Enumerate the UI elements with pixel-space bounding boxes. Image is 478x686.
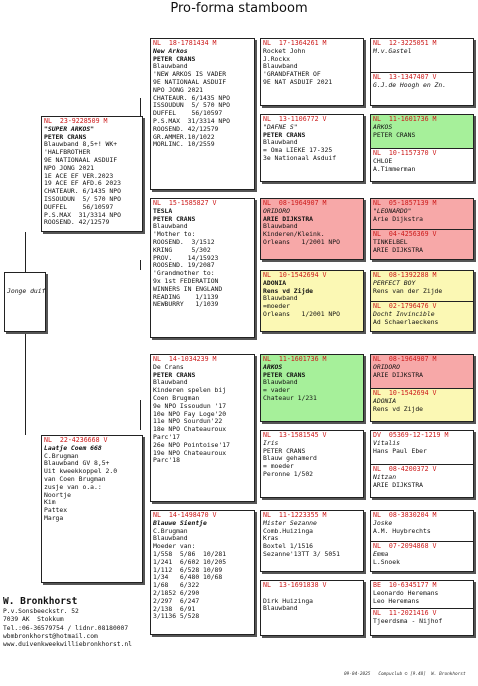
ring-number: NL 13-1347407 V [373, 73, 437, 81]
pedigree-line: Rocket John [263, 46, 306, 55]
great-grandparent-pair-box[interactable] [370, 580, 474, 636]
ring-number: NL 10-1157370 V [373, 149, 437, 157]
pedigree-line: Kim [44, 498, 56, 507]
pedigree-line: Emma [373, 549, 389, 558]
pedigree-line: Comb.Huizinga [263, 526, 314, 535]
great-grandparent-pair-box[interactable] [370, 114, 474, 182]
ring-number: NL 13-1581545 V [263, 431, 327, 439]
pedigree-line: 11e NPO Sourdun'22 [153, 417, 223, 426]
pedigree-line: Nitzan [373, 472, 397, 481]
pedigree-line: 1/34 6/480 10/68 [153, 573, 223, 582]
ring-number: NL 11-1601736 M [263, 355, 327, 363]
pedigree-line: Sezanne'13TT 3/ 5051 [263, 549, 340, 558]
pedigree-line: Mister Sezanne [263, 518, 317, 527]
ring-number: NL 13-1691838 V [263, 581, 327, 589]
pedigree-line: 19 ACE EF AFD.6 2023 [44, 179, 121, 188]
pedigree-line: 1/112 6/528 10/89 [153, 565, 223, 574]
pedigree-line: =moeder [263, 302, 290, 311]
pedigree-line: Leo Heremans [373, 596, 420, 605]
pedigree-line: MORLINC. 10/2559 [153, 140, 215, 149]
ring-number: NL 04-4256369 V [373, 230, 437, 238]
pedigree-line: Iris [263, 438, 279, 447]
dam-dam-sire-box[interactable] [260, 510, 364, 572]
pedigree-line: DUFFEL 56/10597 [44, 202, 114, 211]
pedigree-line: 3e Nationaal Asduif [263, 153, 337, 162]
pedigree-line: 'Mother to: [153, 230, 196, 239]
pedigree-line: 9E NATIONAAL ASDUIF [44, 155, 118, 164]
ring-number: NL 10-1542694 V [373, 389, 437, 397]
pedigree-line: Blauwband [263, 222, 298, 231]
pedigree-line: TINKELBEL [373, 237, 408, 246]
cock-entry[interactable] [371, 511, 473, 541]
ring-number: NL 08-4200372 V [373, 465, 437, 473]
ring-number: NL 10-1542694 V [263, 271, 327, 279]
pedigree-line: Ad Schaerlaeckens [373, 317, 439, 326]
pedigree-line: De Crans [153, 362, 184, 371]
connector [25, 232, 26, 272]
pedigree-line: PETER CRANS [373, 130, 416, 139]
pedigree-line: zusje van o.a.: [44, 482, 102, 491]
pedigree-line: 18e NPO Chateauroux [153, 425, 227, 434]
pedigree-line: ARKOS [373, 122, 393, 131]
pedigree-line: READING 1/1139 [153, 292, 219, 301]
sire-sire-dam-box[interactable] [260, 114, 364, 182]
pedigree-line: ARKOS [263, 362, 283, 371]
ring-number: NL 14-1034239 M [153, 355, 217, 363]
ring-number: NL 08-1964907 M [373, 355, 437, 363]
dam-dam-dam-box[interactable] [260, 580, 364, 636]
pedigree-line: WINNERS IN ENGLAND [153, 284, 223, 293]
pedigree-line: Docht Invincible [373, 309, 435, 318]
great-grandparent-pair-box[interactable] [370, 198, 474, 260]
pedigree-line: NPO JONG 2021 [44, 163, 95, 172]
owner-website: www.duivenkweekwilliebronkhorst.nl [3, 641, 132, 649]
ring-number: NL 08-1964907 M [263, 199, 327, 207]
pedigree-line: ISSOUDUN 5/ 570 NPO [44, 194, 121, 203]
pedigree-line: "DAFNE S" [263, 122, 298, 131]
cock-entry[interactable] [371, 199, 473, 229]
pedigree-line: Blauwband [153, 378, 188, 387]
dam-sire-box[interactable] [150, 354, 255, 502]
pedigree-line: NEWBURRY 1/1039 [153, 300, 219, 309]
pedigree-line: Rens van der Zijde [373, 286, 443, 295]
pedigree-line: 9e NPO Issoudun '17 [153, 401, 227, 410]
owner-email: wbmbronkhorst@hotmail.com [3, 632, 98, 640]
connector [25, 332, 26, 435]
ring-number: NL 22-4236668 V [44, 436, 108, 444]
dam-dam-box[interactable] [150, 510, 255, 635]
pedigree-line: 19e NPO Chateauroux [153, 448, 227, 457]
pedigree-line: Blauwband [263, 294, 298, 303]
great-grandparent-pair-box[interactable] [370, 430, 474, 498]
pedigree-line: PETER CRANS [263, 130, 306, 139]
dam-box[interactable] [41, 435, 143, 583]
pedigree-line: Rens vd Zijde [263, 286, 314, 295]
pedigree-line: PETER CRANS [153, 54, 196, 63]
hen-entry[interactable] [371, 148, 473, 181]
pedigree-line: ROOSEND. 42/12579 [44, 218, 110, 227]
ring-number: NL 07-2094868 V [373, 542, 437, 550]
pedigree-line: Joske [373, 518, 393, 527]
pedigree-line: PETER CRANS [263, 370, 306, 379]
pedigree-line: ORIDORO [373, 362, 400, 371]
pedigree-line: Chateaur 1/231 [263, 393, 317, 402]
hen-entry[interactable] [371, 541, 473, 571]
pedigree-line: ORIDORO [263, 206, 290, 215]
pedigree-line: 'Grandmother to: [153, 269, 215, 278]
pedigree-line: PETER CRANS [263, 446, 306, 455]
pedigree-line: A.M. Huybrechts [373, 526, 431, 535]
pedigree-line: "LEONARDO" [373, 206, 412, 215]
pedigree-line: PETER CRANS [44, 132, 87, 141]
pedigree-line: Blauwband 8,5+! WK+ [44, 140, 118, 149]
pedigree-line: Vitalis [373, 438, 400, 447]
pedigree-line: Blauwband [153, 222, 188, 231]
pedigree-line: J.Rockx [263, 54, 290, 63]
owner-name: W. Bronkhorst [3, 596, 78, 607]
dam-sire-sire-box[interactable] [260, 354, 364, 422]
pedigree-line: ARIE DIJKSTRA [373, 245, 424, 254]
pedigree-line: 1/558 5/86 10/281 [153, 549, 227, 558]
pedigree-line: 2/138 6/91 [153, 604, 196, 613]
cock-entry[interactable] [371, 431, 473, 464]
pedigree-line: Blauwband [263, 138, 298, 147]
pedigree-line: Marga [44, 513, 64, 522]
hen-entry[interactable] [371, 72, 473, 105]
owner-city: 7039 AK Stokkum [3, 616, 64, 624]
pedigree-line: 'GRANDFATHER OF [263, 70, 321, 79]
pedigree-line: 'NEW ARKOS IS VADER [153, 70, 227, 79]
great-grandparent-pair-box[interactable] [370, 38, 474, 106]
pedigree-line: 9E NATIONAAL ASDUIF [153, 77, 227, 86]
pedigree-line: Moeder van: [153, 542, 196, 551]
sire-dam-box[interactable] [150, 198, 255, 338]
pedigree-line: 'HALFBROTHER [44, 148, 91, 157]
pedigree-line: Blauwband GV 8,5+ [44, 459, 110, 468]
pedigree-line: 1E ACE EF VER.2023 [44, 171, 114, 180]
cock-entry[interactable] [371, 115, 473, 148]
pedigree-line: Kinderen spelen bij [153, 386, 227, 395]
pedigree-line: New Arkos [153, 46, 188, 55]
connector [140, 260, 141, 270]
pedigree-line: 10e NPO Fay Loge'20 [153, 409, 227, 418]
pedigree-line: KRING 5/302 [153, 245, 211, 254]
pedigree-line: 2/1852 6/290 [153, 588, 200, 597]
ring-number: NL 18-1781434 M [153, 39, 217, 47]
pedigree-line: P.S.MAX 31/3314 NPO [44, 210, 121, 219]
pedigree-line: Orleans 1/2001 NPO [263, 237, 340, 246]
owner-address: P.v.Sonsbeeckstr. 52 [3, 608, 79, 615]
pedigree-line: Rens vd Zijde [373, 404, 424, 413]
ring-number: NL 11-2021416 V [373, 609, 437, 617]
pedigree-line: "SUPER ARKOS" [44, 124, 95, 133]
great-grandparent-pair-box[interactable] [370, 354, 474, 422]
pedigree-line: Peronne 1/502 [263, 469, 314, 478]
sire-sire-sire-box[interactable] [260, 38, 364, 106]
pedigree-line: Uit kweekkoppel 2.0 [44, 467, 118, 476]
pedigree-line: ROOSEND. 19/2087 [153, 261, 215, 270]
ring-number: NL 14-1498470 V [153, 511, 217, 519]
ring-number: NL 11-1601736 M [373, 115, 437, 123]
ring-number: NL 08-1392288 M [373, 271, 437, 279]
hen-entry[interactable] [371, 301, 473, 331]
pedigree-line: Blauwband [263, 378, 298, 387]
pedigree-line: 1/241 6/602 10/205 [153, 557, 227, 566]
pedigree-line: Blauw gehamerd [263, 454, 317, 463]
ring-number: NL 23-9228509 M [44, 117, 108, 125]
pedigree-line: PETER CRANS [153, 370, 196, 379]
pedigree-line: = Oma LIEKE 17-325 [263, 146, 333, 155]
pedigree-line: 9x 1st FEDERATION [153, 276, 219, 285]
pedigree-line: Blauwband [153, 534, 188, 543]
ring-number: NL 11-1223355 M [263, 511, 327, 519]
owner-block [3, 596, 132, 649]
pedigree-line: ARIE DIJKSTRA [373, 480, 424, 489]
pedigree-line: van Coen Brugman [44, 474, 106, 483]
pedigree-line: 9E NAT ASDUIF 2021 [263, 77, 333, 86]
pedigree-line: = moeder [263, 462, 294, 471]
ring-number: BE 10-6345177 M [373, 581, 437, 589]
dam-sire-dam-box[interactable] [260, 430, 364, 498]
pedigree-line: Kinderen/Kleink. [263, 230, 325, 239]
pedigree-line: Coen Brugman [153, 393, 200, 402]
pedigree-line: ARIE DIJKSTRA [373, 370, 424, 379]
ring-number: NL 02-1796476 V [373, 302, 437, 310]
pedigree-line: CHATEAUR. 6/1435 NPO [153, 93, 230, 102]
ring-number: NL 17-1364261 M [263, 39, 327, 47]
pedigree-line: Hans Paul Eber [373, 446, 427, 455]
pedigree-line: Dirk Huizinga [263, 596, 314, 605]
ring-number: NL 15-1585827 V [153, 199, 217, 207]
cock-entry[interactable] [371, 355, 473, 388]
pedigree-line: P.S.MAX 31/3314 NPO [153, 116, 230, 125]
subject-box[interactable] [4, 272, 46, 332]
sire-dam-dam-box[interactable] [260, 270, 364, 332]
pedigree-line: GR.AMMER.10/1022 [153, 132, 215, 141]
sire-dam-sire-box[interactable] [260, 198, 364, 260]
sire-sire-box[interactable] [150, 38, 255, 190]
pedigree-line: Blauwband [153, 62, 188, 71]
pedigree-line: ISSOUDUN 5/ 570 NPO [153, 101, 230, 110]
pedigree-line: M.v.Gastel [373, 46, 412, 55]
pedigree-line: TESLA [153, 206, 173, 215]
ring-number: DV 05369-12-1219 M [373, 431, 449, 439]
pedigree-line: ROOSEND. 42/12579 [153, 124, 219, 133]
pedigree-line: C.Brugman [153, 526, 188, 535]
pedigree-line: L.Snoek [373, 557, 400, 566]
pedigree-line: DUFFEL 56/10597 [153, 109, 223, 118]
ring-number: NL 13-1106772 V [263, 115, 327, 123]
pedigree-line: CHATEAUR. 6/1435 NPO [44, 187, 121, 196]
pedigree-line: Arie Dijkstra [373, 214, 424, 223]
ring-number: NL 12-3225051 M [373, 39, 437, 47]
cock-entry[interactable] [371, 581, 473, 608]
pedigree-line: A.Timmerman [373, 164, 416, 173]
pedigree-line: = vader [263, 386, 290, 395]
pedigree-line: Noortje [44, 490, 71, 499]
connector [140, 400, 141, 430]
footer-text: 09-04-2025 Compuclub © [9.48] W. Bronkhorst [344, 672, 466, 677]
pedigree-line: Blauwband [263, 62, 298, 71]
pedigree-line: NPO JONG 2021 [153, 85, 204, 94]
hen-entry[interactable] [371, 608, 473, 635]
cock-entry[interactable] [371, 271, 473, 301]
pedigree-line: Kras [263, 534, 279, 543]
pedigree-line: Blauwband [263, 604, 298, 613]
pedigree-line: 2/297 6/247 [153, 596, 200, 605]
pedigree-line: ADONIA [373, 396, 397, 405]
hen-entry[interactable] [371, 464, 473, 497]
owner-tel: Tel.:06-36579754 / lidnr.08180007 [3, 624, 129, 632]
pedigree-line: 26e NPO Pointoise'17 [153, 440, 230, 449]
sire-box[interactable] [41, 116, 143, 232]
pedigree-line: Leonardo Heremans [373, 588, 439, 597]
pedigree-line: Boxtel 1/1516 [263, 542, 314, 551]
pedigree-line: Laatje Coem 668 [44, 443, 102, 452]
pedigree-line: Tjeerdsma - Nijhof [373, 616, 443, 625]
pedigree-line: 1/68 6/322 [153, 581, 200, 590]
pedigree-line: Orleans 1/2001 NPO [263, 309, 340, 318]
pedigree-line: ADONIA [263, 278, 287, 287]
pedigree-line: PETER CRANS [153, 214, 196, 223]
hen-entry[interactable] [371, 229, 473, 259]
ring-number: NL 08-3830204 M [373, 511, 437, 519]
cock-entry[interactable] [371, 39, 473, 72]
page-title: Pro-forma stamboom [170, 1, 308, 16]
pedigree-line: Parc'18 [153, 456, 180, 465]
pedigree-line: Parc'17 [153, 432, 180, 441]
pedigree-line: C.Brugman [44, 451, 79, 460]
great-grandparent-pair-box[interactable] [370, 270, 474, 332]
pedigree-line: 3/1136 5/528 [153, 612, 200, 621]
ring-number: NL 05-1857139 M [373, 199, 437, 207]
pedigree-line: G.J.de Hoogh en Zn. [373, 80, 447, 89]
subject-name: Jonge duif [7, 287, 46, 295]
hen-entry[interactable] [371, 388, 473, 421]
pedigree-line: ARIE DIJKSTRA [263, 214, 314, 223]
pedigree-line: Blauwe Sientje [153, 518, 207, 527]
great-grandparent-pair-box[interactable] [370, 510, 474, 572]
pedigree-line: ROOSEND. 3/1512 [153, 237, 215, 246]
pedigree-line: PROV. 14/15923 [153, 253, 219, 262]
pedigree-line: PERFECT BOY [373, 278, 416, 287]
pedigree-line: Pattex [44, 506, 68, 515]
pedigree-line: CHLOE [373, 156, 393, 165]
